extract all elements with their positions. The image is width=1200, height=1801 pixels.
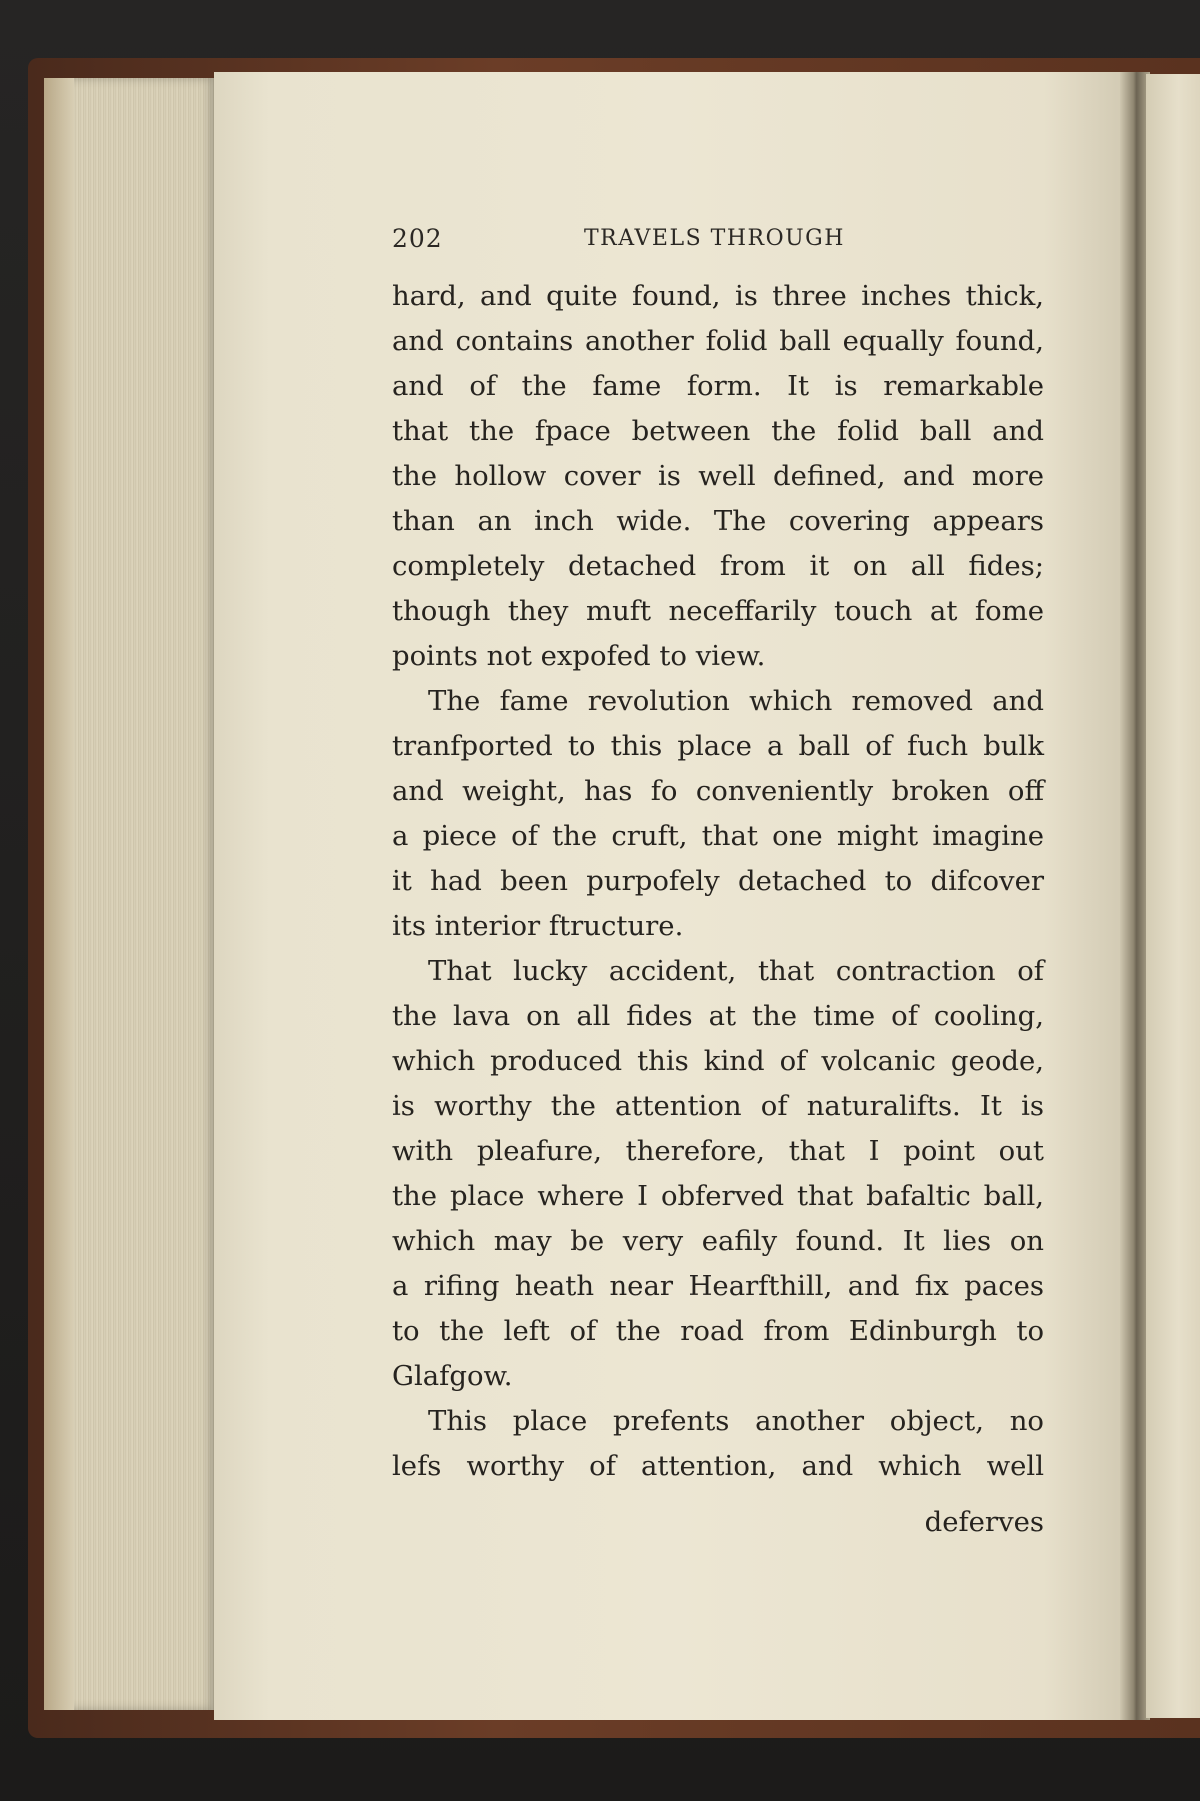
text-line: and of the fame form. It is remarkable (392, 370, 1044, 402)
right-page-edge (1146, 74, 1200, 1718)
text-line: This place prefents another object, no (428, 1405, 1044, 1437)
text-line: it had been purpofely detached to difcover (392, 865, 1044, 897)
text-line: that the fpace between the folid ball and (392, 415, 1044, 447)
text-line: is worthy the attention of naturalifts. It is (392, 1090, 1044, 1122)
text-line: Glafgow. (392, 1360, 513, 1392)
text-line: tranfported to this place a ball of fuch bulk (392, 730, 1044, 762)
text-line: That lucky accident, that contraction of (428, 955, 1044, 987)
text-line: a rifing heath near Hearfthill, and fix paces (392, 1270, 1044, 1302)
text-line: the lava on all fides at the time of cooling, (392, 1000, 1044, 1032)
catchword: deferves (924, 1506, 1044, 1538)
text-line: than an inch wide. The covering appears (392, 505, 1044, 537)
text-line: the hollow cover is well defined, and more (392, 460, 1044, 492)
text-line: hard, and quite found, is three inches thick, (392, 280, 1044, 312)
running-title: TRAVELS THROUGH (584, 226, 845, 251)
text-line: which may be very eafily found. It lies on (392, 1225, 1044, 1257)
text-line: lefs worthy of attention, and which well (392, 1450, 1044, 1482)
text-line: a piece of the cruft, that one might imagine (392, 820, 1044, 852)
text-line: to the left of the road from Edinburgh to (392, 1315, 1044, 1347)
page-edges-shadow (44, 78, 74, 1710)
body-text (392, 274, 1044, 1489)
page-number: 202 (392, 224, 443, 253)
text-line: though they muft neceffarily touch at fome (392, 595, 1044, 627)
text-line: and contains another folid ball equally found, (392, 325, 1044, 357)
text-line: completely detached from it on all fides; (392, 550, 1044, 582)
text-line: the place where I obferved that bafaltic ball, (392, 1180, 1044, 1212)
text-line: its interior ftructure. (392, 910, 684, 942)
text-line: which produced this kind of volcanic geode, (392, 1045, 1044, 1077)
text-line: with pleafure, therefore, that I point out (392, 1135, 1044, 1167)
text-line: The fame revolution which removed and (428, 685, 1044, 717)
text-line: points not expofed to view. (392, 640, 766, 672)
text-line: and weight, has fo conveniently broken off (392, 775, 1044, 807)
running-head (392, 224, 932, 258)
